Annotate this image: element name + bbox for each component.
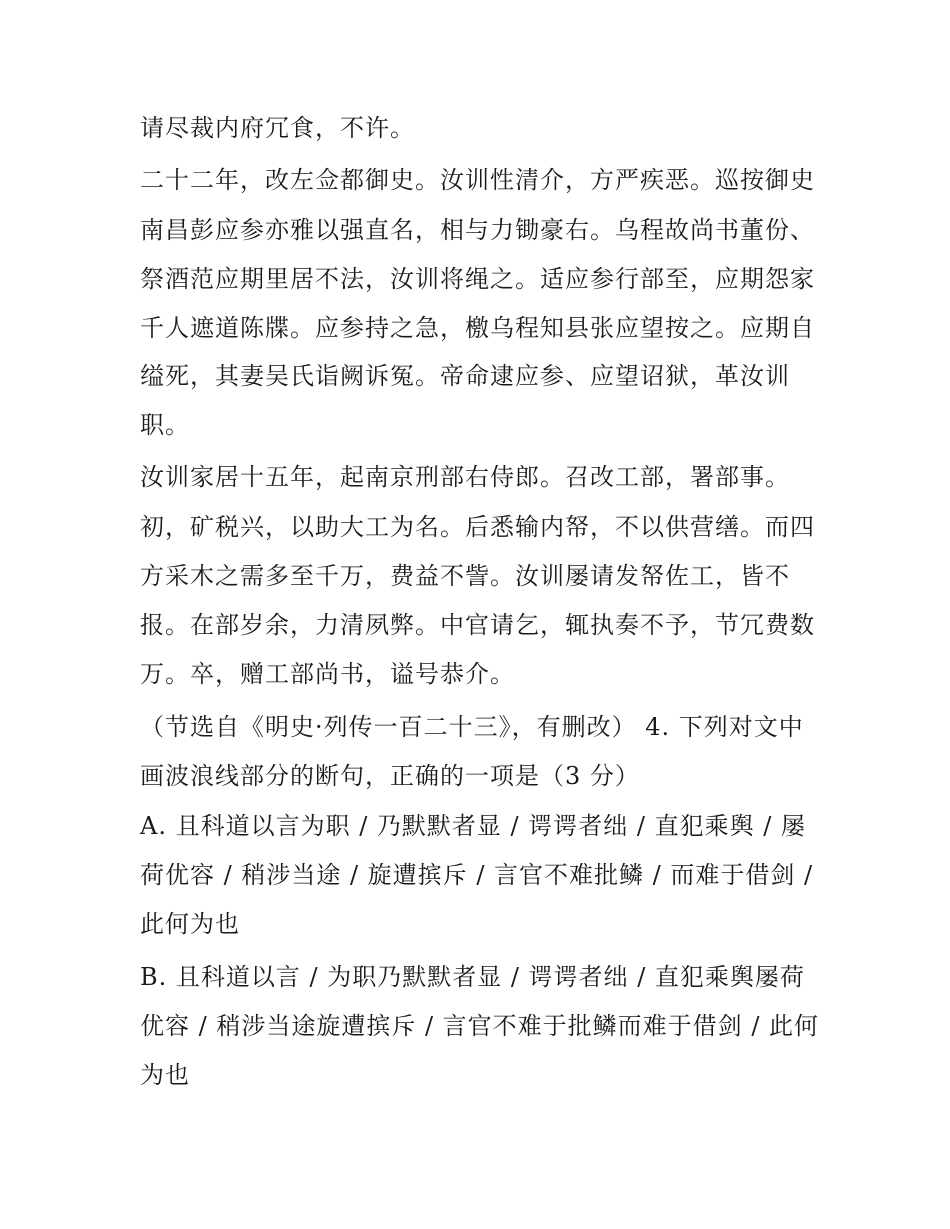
text-line: 千人遮道陈牒。应参持之急，檄乌程知县张应望按之。应期自 xyxy=(140,314,815,342)
option-a-line: 荷优容 / 稍涉当途 / 旋遭摈斥 / 言官不难批鳞 / 而难于借剑 / xyxy=(140,861,814,889)
option-b-line: 优容 / 稍涉当途旋遭摈斥 / 言官不难于批鳞而难于借剑 / 此何 xyxy=(140,1012,820,1040)
text-line: 万。卒，赠工部尚书，谥号恭介。 xyxy=(140,660,515,688)
text-line: 二十二年，改左佥都御史。汝训性清介，方严疾恶。巡按御史 xyxy=(140,166,815,194)
option-b-line: B. 且科道以言 / 为职乃默默者显 / 谔谔者绌 / 直犯乘舆屡荷 xyxy=(140,963,805,991)
option-a-line: 此何为也 xyxy=(140,910,240,938)
text-line: 缢死，其妻吴氏诣阙诉冤。帝命逮应参、应望诏狱，革汝训 xyxy=(140,362,790,390)
text-line: 祭酒范应期里居不法，汝训将绳之。适应参行部至，应期怨家 xyxy=(140,265,815,293)
option-b-line: 为也 xyxy=(140,1061,190,1089)
text-line: 画波浪线部分的断句，正确的一项是（3 分） xyxy=(140,762,640,790)
text-line: 汝训家居十五年，起南京刑部右侍郎。召改工部，署部事。 xyxy=(140,463,790,491)
text-line: 请尽裁内府冗食，不许。 xyxy=(140,114,415,142)
text-line: 南昌彭应参亦雅以强直名，相与力锄豪右。乌程故尚书董份、 xyxy=(140,216,815,244)
text-line: 职。 xyxy=(140,411,190,439)
option-a-line: A. 且科道以言为职 / 乃默默者显 / 谔谔者绌 / 直犯乘舆 / 屡 xyxy=(140,812,806,840)
text-line: 报。在部岁余，力清夙弊。中官请乞，辄执奏不予，节冗费数 xyxy=(140,611,815,639)
text-line: 初，矿税兴，以助大工为名。后悉输内帑，不以供营缮。而四 xyxy=(140,513,815,541)
text-line: 方采木之需多至千万，费益不訾。汝训屡请发帑佐工，皆不 xyxy=(140,562,790,590)
text-line: （节选自《明史·列传一百二十三》，有删改） 4. 下列对文中 xyxy=(140,713,804,741)
